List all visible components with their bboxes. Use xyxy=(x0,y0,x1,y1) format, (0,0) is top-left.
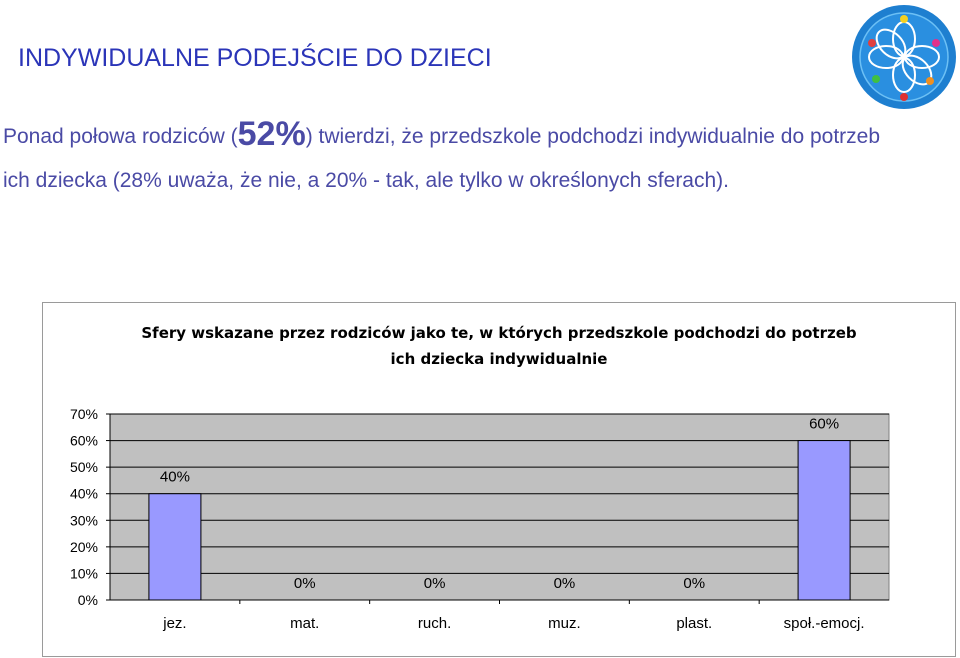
bar-chart xyxy=(43,303,955,656)
bar xyxy=(149,494,201,600)
data-label: 40% xyxy=(159,468,190,486)
data-label: 0% xyxy=(683,575,706,593)
chart-title-line-2: ich dziecka indywidualnie xyxy=(390,350,608,368)
intro-highlight-percent: 52% xyxy=(237,115,306,153)
y-tick-label: 70% xyxy=(69,406,98,422)
bar xyxy=(798,441,850,600)
intro-text-start: Ponad połowa rodziców ( xyxy=(3,125,238,148)
y-tick-label: 10% xyxy=(69,565,98,582)
x-category-label: plast. xyxy=(676,615,713,632)
x-category-label: mat. xyxy=(290,615,320,632)
y-tick-label: 40% xyxy=(69,485,98,502)
chart-title-line-1: Sfery wskazane przez rodziców jako te, w których przedszkole podchodzi do potrzeb xyxy=(141,324,857,342)
x-category-label: społ.-emocj. xyxy=(783,615,865,632)
page-title: INDYWIDUALNE PODEJŚCIE DO DZIECI xyxy=(18,44,492,72)
x-category-label: ruch. xyxy=(417,615,452,632)
y-tick-label: 60% xyxy=(69,432,98,449)
x-category-label: jez. xyxy=(163,615,187,632)
data-label: 0% xyxy=(553,575,576,593)
x-category-label: muz. xyxy=(548,615,581,632)
data-label: 0% xyxy=(293,575,316,593)
intro-text-end: ) twierdzi, że przedszkole podchodzi indywidualnie do potrzeb ich dziecka (28% uważa, że nie, a 20% - tak, ale tylko w określonych sferach). xyxy=(3,125,881,192)
intro-text xyxy=(3,112,883,203)
flower-logo-icon xyxy=(850,3,958,111)
y-tick-label: 0% xyxy=(77,592,98,608)
y-tick-label: 50% xyxy=(69,459,98,476)
plot-area xyxy=(110,414,889,600)
y-tick-label: 20% xyxy=(69,538,98,555)
data-label: 0% xyxy=(423,575,446,593)
data-label: 60% xyxy=(809,415,840,433)
y-tick-label: 30% xyxy=(69,512,98,529)
chart-panel xyxy=(42,302,956,657)
